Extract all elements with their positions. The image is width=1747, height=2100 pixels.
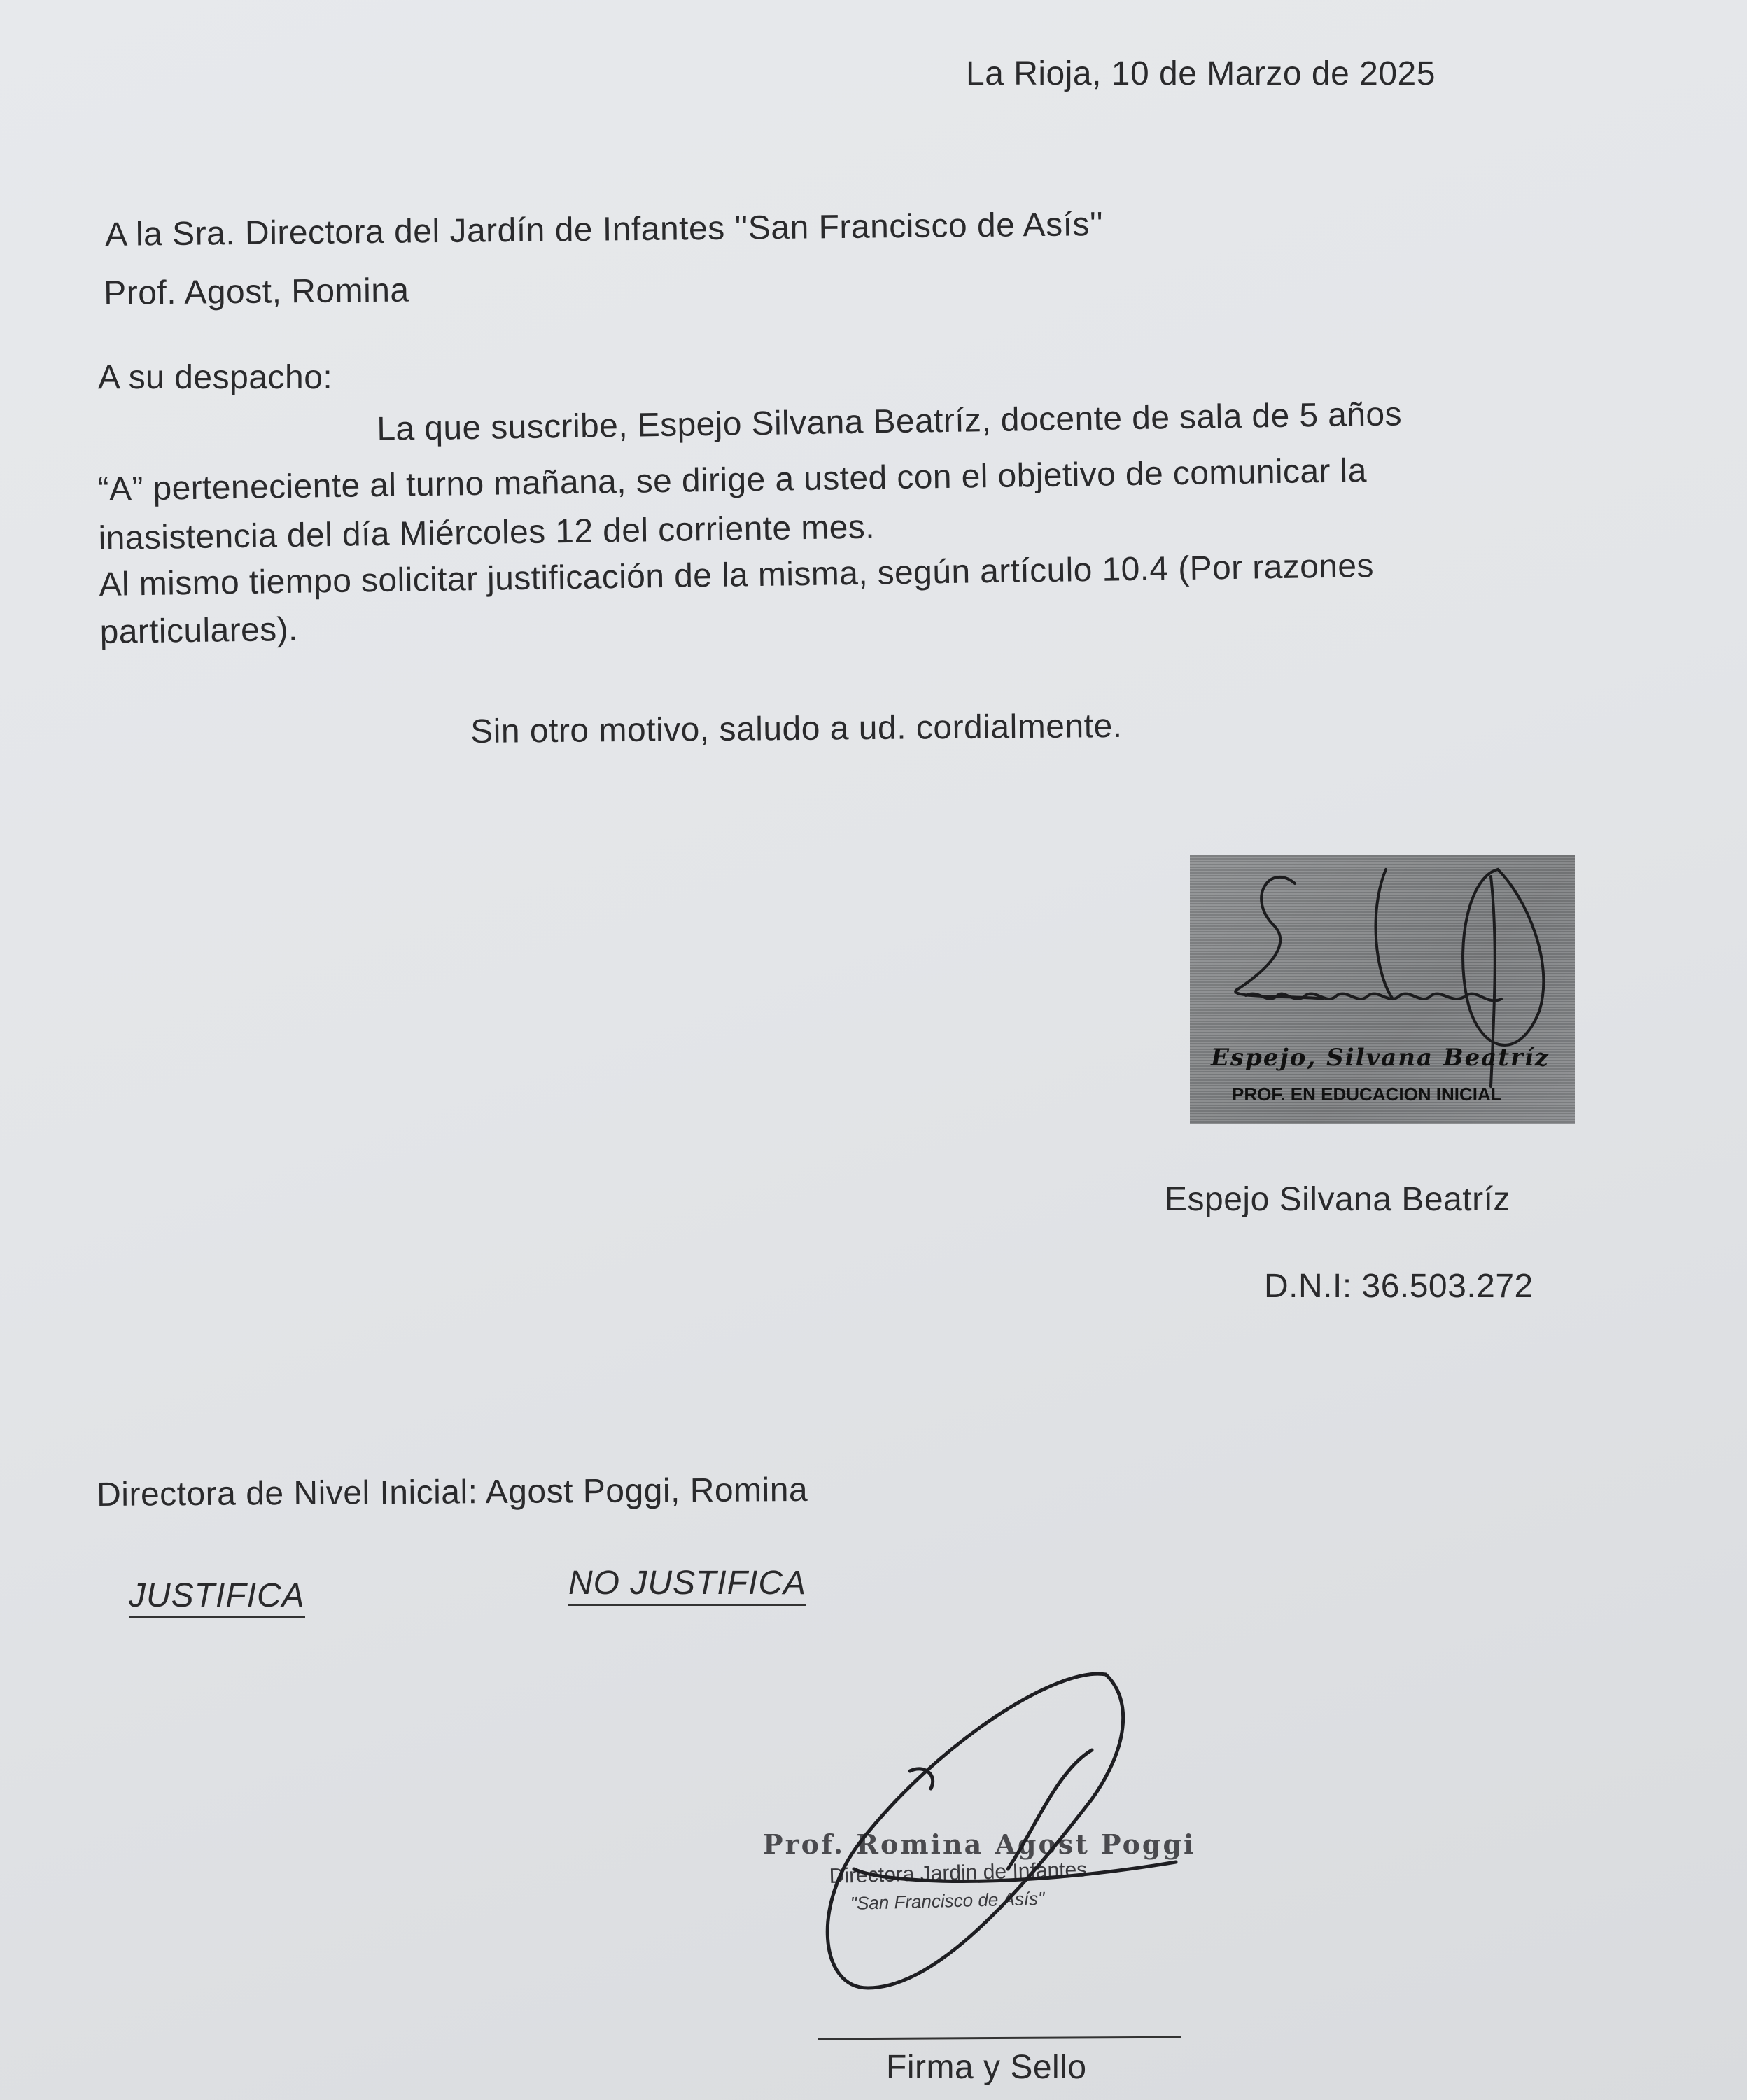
director-stamp-school: "San Francisco de Asís"	[850, 1887, 1045, 1914]
director-stamp-name: Prof. Romina Agost Poggi	[763, 1828, 1196, 1860]
signature-line	[818, 2036, 1181, 2040]
body-line-5: particulares).	[99, 610, 299, 651]
teacher-signature-stamp	[1190, 855, 1575, 1124]
body-line-2: “A” perteneciente al turno mañana, se dirige a usted con el objetivo de comunicar la	[97, 452, 1368, 508]
recipient-line-1: A la Sra. Directora del Jardín de Infantes ''San Francisco de Asís''	[104, 206, 1104, 253]
body-line-1: La que suscribe, Espejo Silvana Beatríz, docente de sala de 5 años	[376, 396, 1403, 449]
recipient-line-2: Prof. Agost, Romina	[103, 272, 409, 312]
letter-date: La Rioja, 10 de Marzo de 2025	[966, 55, 1436, 92]
director-stamp	[728, 1659, 1232, 2009]
signer-dni: D.N.I: 36.503.272	[1264, 1268, 1534, 1305]
body-line-3: inasistencia del día Miércoles 12 del corriente mes.	[98, 508, 876, 557]
body-line-4: Al mismo tiempo solicitar justificación de la misma, según artículo 10.4 (Por razones	[99, 547, 1375, 603]
signer-name: Espejo Silvana Beatríz	[1165, 1181, 1510, 1218]
stamp-title: PROF. EN EDUCACION INICIAL	[1232, 1084, 1502, 1105]
teacher-signature-icon	[1190, 855, 1575, 1124]
director-label: Directora de Nivel Inicial: Agost Poggi, Romina	[96, 1471, 808, 1513]
letter-body	[97, 393, 1496, 651]
greeting: A su despacho:	[98, 359, 333, 396]
option-justifica: JUSTIFICA	[129, 1576, 305, 1618]
director-stamp-role: Directora Jardin de Infantes	[829, 1858, 1088, 1888]
option-no-justifica: NO JUSTIFICA	[568, 1564, 806, 1606]
closing-line: Sin otro motivo, saludo a ud. cordialmente.	[470, 707, 1123, 750]
stamp-name: Espejo, Silvana Beatríz	[1211, 1044, 1550, 1072]
signature-caption: Firma y Sello	[886, 2049, 1087, 2086]
